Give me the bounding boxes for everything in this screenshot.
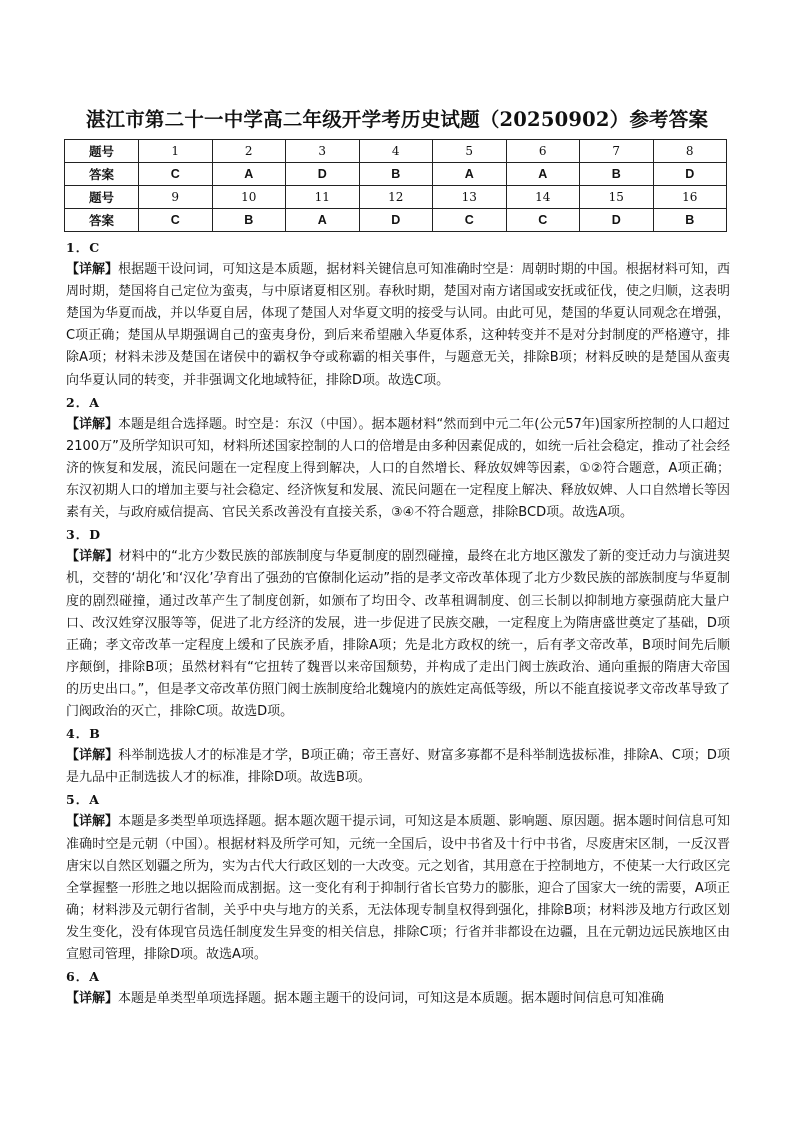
question-number: 11 xyxy=(286,186,360,209)
question-answer-heading: 5．A xyxy=(66,792,100,808)
explanation-text: 本题是组合选择题。时空是：东汉（中国）。据本题材料“然而到中元二年(公元57年)国家所控制的人口超过2100万”及所学知识可知，材料所述国家控制的人口的倍增是由多种因素促成的，如统一后社会稳定，推动了社会经济的恢复和发展，流民问题在一定程度上得到解决，人口的自然增长、释放奴婢等因素，①②符合题意，A项正确；东汉初期人口的增加主要与社会稳定、经济恢复和发展、流民问题在一定程度上解决、释放奴婢、人口自然增长等因素有关，与政府威信提高、官民关系改善没有直接关系，③④不符合题意，排除BCD项。故选A项。 xyxy=(66,416,730,521)
explanation-text: 材料中的“北方少数民族的部族制度与华夏制度的剧烈碰撞，最终在北方地区激发了新的变迁动力与演进契机，交替的‘胡化’和‘汉化’孕育出了强劲的官僚制化运动”指的是孝文帝改革体现了北方少数民族的部族制度与华夏制度的剧烈碰撞，通过改革产生了制度创新，如颁布了均田令、改革租调制度、创三长制以抑制地方豪强荫庇大量户口、改汉姓穿汉服等等，促进了北方经济的发展，进一步促进了民族交融，一定程度上为隋唐盛世奠定了基础，D项正确；孝文帝改革一定程度上缓和了民族矛盾，排除A项；先是北方政权的统一，后有孝文帝改革，B项时间先后顺序颠倒，排除B项；虽然材料有“它扭转了魏晋以来帝国颓势，并构成了走出门阀士族政治、通向重振的隋唐大帝国的历史出口。”，但是孝文帝改革仿照门阀士族制度给北魏境内的族姓定高低等级，所以不能直接说孝文帝改革导致了门阀政治的灭亡，排除C项。故选D项。 xyxy=(66,549,730,719)
answer-cell: C xyxy=(433,209,507,232)
table-header-label: 题号 xyxy=(65,140,139,163)
explanation-text: 科举制选拔人才的标准是才学，B项正确；帝王喜好、财富多寡都不是科举制选拔标准，排除A、C项；D项是九品中正制选拔人才的标准，排除D项。故选B项。 xyxy=(66,748,730,786)
answer-table xyxy=(64,139,727,232)
table-header-label: 题号 xyxy=(65,186,139,209)
answer-cell: A xyxy=(212,163,286,186)
answer-cell: A xyxy=(286,209,360,232)
detail-label: 【详解】 xyxy=(66,262,119,278)
explanation-paragraph xyxy=(66,259,730,392)
question-number: 4 xyxy=(359,140,433,163)
explanation-item-3 xyxy=(66,524,730,723)
page-title: 湛江市第二十一中学高二年级开学考历史试题（20250902）参考答案 xyxy=(85,108,709,131)
answer-cell: C xyxy=(139,209,213,232)
explanation-paragraph xyxy=(66,414,730,524)
question-number: 9 xyxy=(139,186,213,209)
table-row-numbers-2 xyxy=(65,186,727,209)
question-number: 14 xyxy=(506,186,580,209)
answer-cell: C xyxy=(139,163,213,186)
detail-label: 【详解】 xyxy=(66,814,119,830)
question-answer-heading: 4．B xyxy=(66,726,101,742)
explanation-item-6 xyxy=(66,966,730,1010)
detail-label: 【详解】 xyxy=(66,991,119,1007)
answer-cell: D xyxy=(359,209,433,232)
answer-cell: D xyxy=(286,163,360,186)
question-number: 16 xyxy=(653,186,727,209)
question-number: 6 xyxy=(506,140,580,163)
question-number: 15 xyxy=(580,186,654,209)
answer-cell: A xyxy=(433,163,507,186)
answer-cell: B xyxy=(212,209,286,232)
answer-cell: D xyxy=(653,163,727,186)
question-number: 3 xyxy=(286,140,360,163)
explanation-paragraph xyxy=(66,546,730,723)
question-answer-heading: 1．C xyxy=(66,240,101,255)
explanation-text: 根据题干设问词，可知这是本质题，据材料关键信息可知准确时空是：周朝时期的中国。根据材料可知，西周时期，楚国将自己定位为蛮夷，与中原诸夏相区别。春秋时期，楚国对南方诸国或安抚或征伐，使之归顺，这表明楚国为华夏而战，并以华夏自居，体现了楚国人对华夏文明的接受与认同。由此可见，楚国的华夏认同观念在增强，C项正确；楚国从早期强调自己的蛮夷身份，到后来希望融入华夏体系，这种转变并不是对分封制度的严格遵守，排除A项；材料未涉及楚国在诸侯中的霸权争夺或称霸的相关事件，与题意无关，排除B项；材料反映的是楚国从蛮夷向华夏认同的转变，并非强调文化地域特征，排除D项。故选C项。 xyxy=(66,262,730,388)
question-number: 10 xyxy=(212,186,286,209)
explanation-item-1 xyxy=(66,237,730,392)
answer-cell: B xyxy=(653,209,727,232)
answer-cell: A xyxy=(506,163,580,186)
detail-label: 【详解】 xyxy=(66,549,119,565)
table-answer-label: 答案 xyxy=(65,209,139,232)
explanation-paragraph xyxy=(66,811,730,966)
table-answer-label: 答案 xyxy=(65,163,139,186)
table-row-answers-1 xyxy=(65,163,727,186)
detail-label: 【详解】 xyxy=(66,416,119,432)
explanations-section xyxy=(66,237,730,1010)
explanation-item-5 xyxy=(66,789,730,966)
detail-label: 【详解】 xyxy=(66,748,119,764)
explanation-paragraph xyxy=(66,988,730,1010)
question-answer-heading: 3．D xyxy=(66,527,102,543)
table-row-numbers-1 xyxy=(65,140,727,163)
question-number: 7 xyxy=(580,140,654,163)
explanation-item-2 xyxy=(66,392,730,525)
table-row-answers-2 xyxy=(65,209,727,232)
question-number: 2 xyxy=(212,140,286,163)
question-number: 8 xyxy=(653,140,727,163)
answer-cell: D xyxy=(580,209,654,232)
question-answer-heading: 6．A xyxy=(66,969,100,985)
explanation-text: 本题是多类型单项选择题。据本题次题干提示词，可知这是本质题、影响题、原因题。据本题时间信息可知准确时空是元朝（中国）。根据材料及所学可知，元统一全国后，设中书省及十行中书省，尽废唐宋区制，一反汉晋唐宋以自然区划疆之所为，实为古代大行政区划的一大改变。元之划省，其用意在于控制地方，不使某一大行政区完全掌握整一形胜之地以据险而成割据。这一变化有利于抑制行省长官势力的膨胀，迎合了国家大一统的需要，A项正确；材料涉及元朝行省制，关乎中央与地方的关系，无法体现专制皇权得到强化，排除B项；材料涉及地方行政区划发生变化，没有体现官员选任制度发生异变的相关信息，排除C项；行省并非都设在边疆，且在元朝边远民族地区由宣慰司管理，排除D项。故选A项。 xyxy=(66,814,730,962)
question-number: 12 xyxy=(359,186,433,209)
question-number: 1 xyxy=(139,140,213,163)
answer-cell: B xyxy=(580,163,654,186)
question-number: 13 xyxy=(433,186,507,209)
answer-cell: B xyxy=(359,163,433,186)
explanation-text: 本题是单类型单项选择题。据本题主题干的设问词，可知这是本质题。据本题时间信息可知准确 xyxy=(118,991,665,1007)
question-number: 5 xyxy=(433,140,507,163)
explanation-paragraph xyxy=(66,745,730,789)
explanation-item-4 xyxy=(66,723,730,789)
answer-cell: C xyxy=(506,209,580,232)
question-answer-heading: 2．A xyxy=(66,394,100,410)
